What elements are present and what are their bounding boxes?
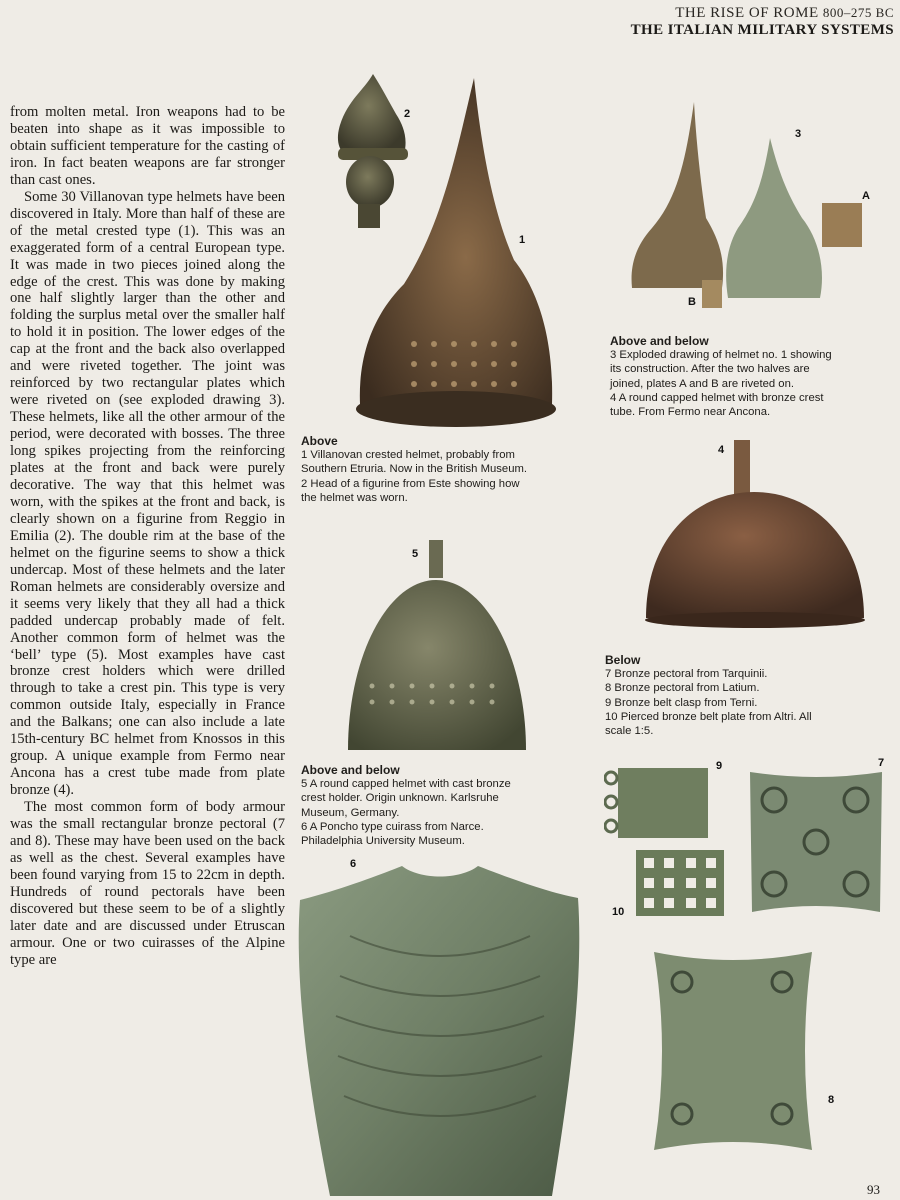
caption-line: 10 Pierced bronze belt plate from Altri. All: [605, 710, 812, 723]
villanovan-crested-helmet-photo: [344, 74, 559, 434]
figure-number-8: 8: [828, 1094, 835, 1106]
caption-above-and-below-3-4: [610, 334, 895, 419]
caption-heading: Above and below: [301, 763, 400, 777]
running-head-title: THE RISE OF ROME: [675, 5, 819, 21]
caption-line: its construction. After the two halves are: [610, 363, 810, 376]
caption-heading: Above: [301, 434, 338, 448]
figure-number-6: 6: [350, 858, 357, 870]
caption-line: Philadelphia University Museum.: [301, 835, 465, 848]
belt-clasp-photo: [604, 766, 710, 840]
caption-line: 8 Bronze pectoral from Latium.: [605, 682, 760, 695]
caption-line: 6 A Poncho type cuirass from Narce.: [301, 820, 484, 833]
caption-line: 3 Exploded drawing of helmet no. 1 showing: [610, 349, 832, 362]
exploded-helmet-drawing: [622, 98, 887, 313]
caption-line: joined, plates A and B are riveted on.: [610, 377, 795, 390]
bronze-pectoral-latium-photo: [648, 946, 818, 1156]
poncho-cuirass-photo: [290, 866, 588, 1196]
figure-number-3: 3: [795, 128, 802, 140]
caption-line: 2 Head of a figurine from Este showing how: [301, 477, 520, 490]
caption-line: 5 A round capped helmet with cast bronze: [301, 778, 511, 791]
caption-line: scale 1:5.: [605, 725, 654, 738]
caption-below: [605, 653, 895, 738]
bronze-pectoral-tarquinii-photo: [744, 766, 888, 916]
round-capped-helmet-crest-tube-photo: [640, 440, 870, 630]
caption-line: Museum, Germany.: [301, 806, 400, 819]
plate-label-b: B: [688, 296, 696, 308]
running-head-dates: 800–275 BC: [822, 5, 894, 20]
figure-number-5: 5: [412, 548, 419, 560]
caption-line: 4 A round capped helmet with bronze crest: [610, 391, 824, 404]
figure-number-1: 1: [519, 234, 526, 246]
caption-heading: Below: [605, 653, 641, 667]
caption-above: [301, 434, 596, 505]
caption-line: Southern Etruria. Now in the British Museum.: [301, 463, 528, 476]
caption-heading: Above and below: [610, 334, 709, 348]
figure-number-4: 4: [718, 444, 725, 456]
body-paragraph: from molten metal. Iron weapons had to be beaten into shape as it was impossible to obtain sufficient temperature for the casting of iron. In fact beaten weapons are far stronger than cast ones.: [10, 104, 285, 188]
figure-number-2: 2: [404, 108, 411, 120]
body-text-column: [10, 104, 285, 969]
body-paragraph: The most common form of body armour was the small rectangular bronze pectoral (7 and 8). These may have been used on the back as well as the chest. Several examples have been found varying from 15 to 22cm in depth. Hundreds of round pectorals have been discovered but these seem to be of a slightly later date and are discussed under Etruscan armour. One or two cuirasses of the Alpine type are: [10, 799, 285, 968]
pierced-belt-plate-photo: [634, 848, 726, 918]
caption-above-and-below-5-6: [301, 763, 581, 848]
body-paragraph: Some 30 Villanovan type helmets have been discovered in Italy. More than half of these are of the metal crested type (1). This was an exaggerated form of a central European type. It was made in two pieces joined along the edge of the crest. This was done by making one half slightly larger than the other and folding the surplus metal over the smaller half to hold it in position. The lower edges of the cap at the front and the back also overlapped and were riveted together. The joint was reinforced by two rectangular plates which were riveted on (see exploded drawing 3). These helmets, like all the other armour of the period, were decorated with bosses. The three long spikes projecting from the reinforcing plates at the front and back were purely decorative. The way that this helmet was worn, with the spikes at the front and back, is clearly shown on a figurine from Reggio in Emilia (2). The double rim at the base of the helmet on the figurine seems to show a thick undercap. Most of these helmets and the later Roman helmets are considerably oversize and it seems very likely that they all had a thick padded undercap probably made of felt. Another common form of helmet was the ‘bell’ type (5). Most examples have cast bronze crest holders which were drilled through to take a crest pin. This type is very common outside Italy, especially in France and the Balkans; one can also include a late 15th-century BC helmet from Knossos in this group. A unique example from Fermo near Ancona has a crest tube made from plate bronze (4).: [10, 188, 285, 799]
caption-line: the helmet was worn.: [301, 491, 408, 504]
caption-line: tube. From Fermo near Ancona.: [610, 406, 771, 419]
running-head: [631, 6, 894, 38]
caption-line: crest holder. Origin unknown. Karlsruhe: [301, 792, 499, 805]
caption-line: 7 Bronze pectoral from Tarquinii.: [605, 668, 768, 681]
figure-number-10: 10: [612, 906, 625, 918]
bell-helmet-photo: [342, 536, 532, 756]
page-number: 93: [867, 1182, 880, 1197]
caption-line: 1 Villanovan crested helmet, probably from: [301, 449, 515, 462]
chapter-title: THE ITALIAN MILITARY SYSTEMS: [630, 22, 894, 38]
figure-number-7: 7: [878, 757, 885, 769]
figure-number-9: 9: [716, 760, 723, 772]
caption-line: 9 Bronze belt clasp from Terni.: [605, 696, 758, 709]
plate-label-a: A: [862, 190, 870, 202]
